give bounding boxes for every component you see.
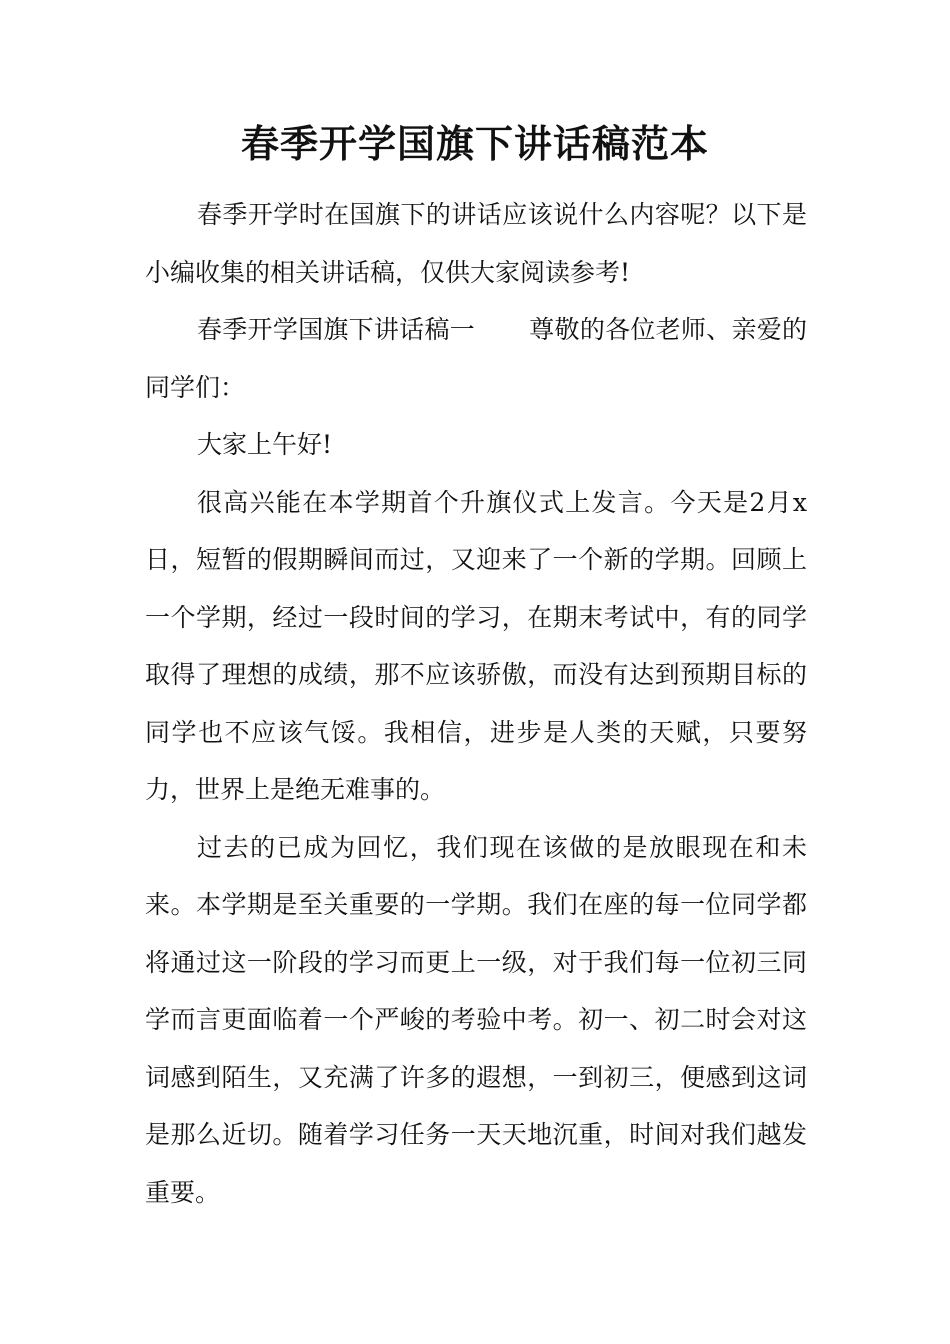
body-paragraph-1: 很高兴能在本学期首个升旗仪式上发言。今天是2月x日，短暂的假期瞬间而过，又迎来了一个新的学期。回顾上一个学期，经过一段时间的学习，在期末考试中，有的同学取得了理想的成绩，那不应该骄傲，而没有达到预期目标的同学也不应该气馁。我相信，进步是人类的天赋，只要努力，世界上是绝无难事的。 xyxy=(145,487,807,804)
document-body xyxy=(145,186,807,1221)
speech-heading: 春季开学国旗下讲话稿一 xyxy=(197,315,475,344)
intro-paragraph: 春季开学时在国旗下的讲话应该说什么内容呢？以下是小编收集的相关讲话稿，仅供大家阅读参考! xyxy=(145,200,807,287)
document-title: 春季开学国旗下讲话稿范本 xyxy=(240,122,709,166)
salutation: 尊敬的各位老师、亲爱的同学们： xyxy=(145,315,807,402)
body-paragraph-2: 过去的已成为回忆，我们现在该做的是放眼现在和未来。本学期是至关重要的一学期。我们在座的每一位同学都将通过这一阶段的学习而更上一级，对于我们每一位初三同学而言更面临着一个严峻的考验中考。初一、初二时会对这词感到陌生，又充满了许多的遐想，一到初三，便感到这词是那么近切。随着学习任务一天天地沉重，时间对我们越发重要。 xyxy=(145,832,807,1207)
greeting-paragraph: 大家上午好! xyxy=(197,430,333,459)
heading-salutation-paragraph xyxy=(145,301,807,416)
